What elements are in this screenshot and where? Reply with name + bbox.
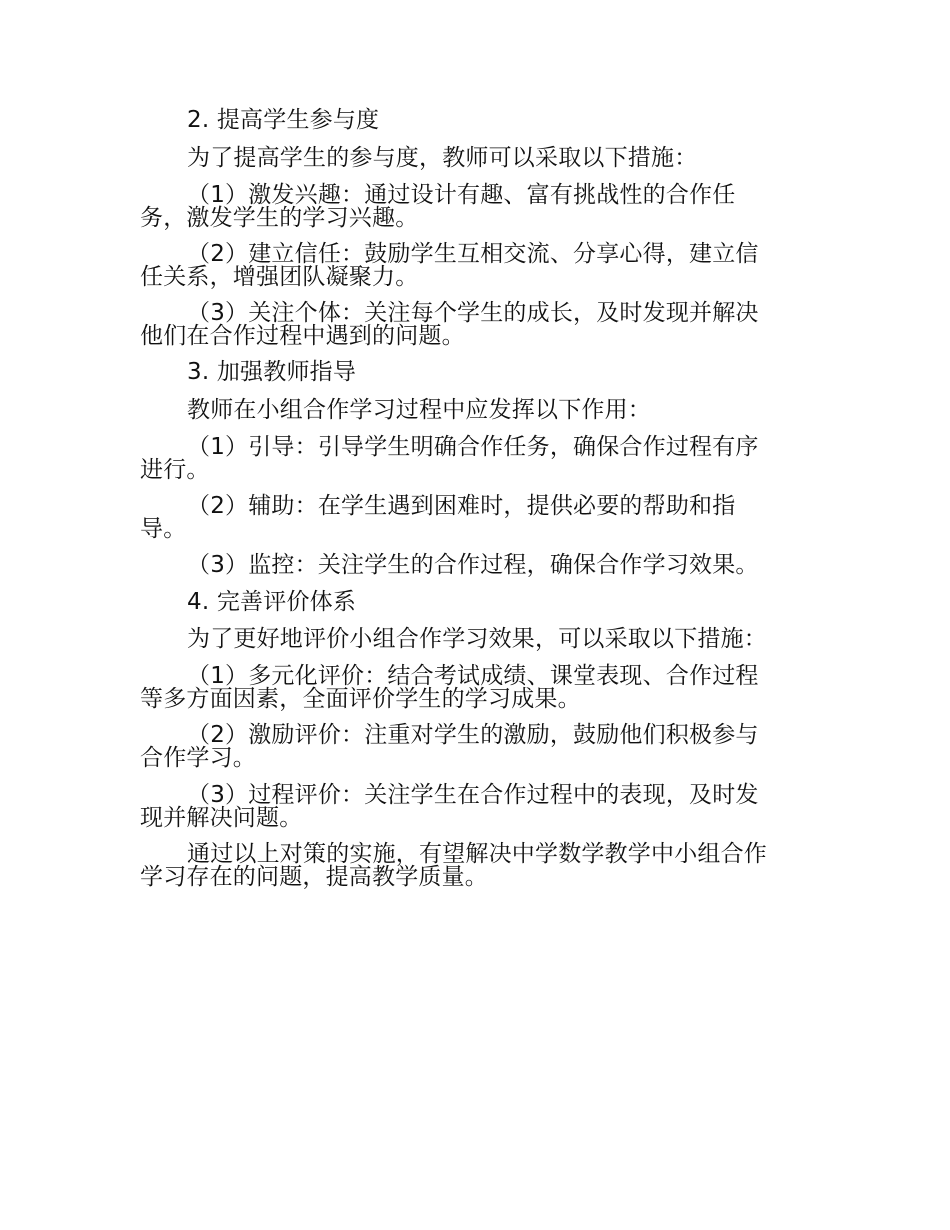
section-heading: 4. 完善评价体系 bbox=[187, 589, 357, 615]
list-item-line2: 进行。 bbox=[140, 457, 210, 483]
list-item-line1: （2）激励评价：注重对学生的激励，鼓励他们积极参与 bbox=[187, 722, 759, 748]
list-item-line1: （3）过程评价：关注学生在合作过程中的表现，及时发 bbox=[187, 782, 759, 808]
list-item-line1: （3）监控：关注学生的合作过程，确保合作学习效果。 bbox=[187, 552, 759, 578]
list-item-line1: （1）激发兴趣：通过设计有趣、富有挑战性的合作任 bbox=[187, 182, 736, 208]
list-item-line1: （2）辅助：在学生遇到困难时，提供必要的帮助和指 bbox=[187, 493, 736, 519]
conclusion-line2: 学习存在的问题，提高教学质量。 bbox=[140, 864, 488, 890]
section-lead: 为了更好地评价小组合作学习效果，可以采取以下措施： bbox=[187, 626, 767, 652]
list-item-line2: 任关系，增强团队凝聚力。 bbox=[140, 264, 419, 290]
section-lead: 为了提高学生的参与度，教师可以采取以下措施： bbox=[187, 145, 698, 171]
section-heading: 3. 加强教师指导 bbox=[187, 359, 357, 385]
list-item-line2: 务，激发学生的学习兴趣。 bbox=[140, 205, 419, 231]
section-lead: 教师在小组合作学习过程中应发挥以下作用： bbox=[187, 397, 651, 423]
conclusion-line1: 通过以上对策的实施，有望解决中学数学教学中小组合作 bbox=[187, 841, 767, 867]
list-item-line1: （2）建立信任：鼓励学生互相交流、分享心得，建立信 bbox=[187, 241, 759, 267]
list-item-line1: （1）多元化评价：结合考试成绩、课堂表现、合作过程 bbox=[187, 663, 759, 689]
list-item-line2: 等多方面因素，全面评价学生的学习成果。 bbox=[140, 686, 581, 712]
list-item-line2: 现并解决问题。 bbox=[140, 805, 303, 831]
list-item-line1: （3）关注个体：关注每个学生的成长，及时发现并解决 bbox=[187, 300, 759, 326]
list-item-line2: 他们在合作过程中遇到的问题。 bbox=[140, 323, 465, 349]
list-item-line2: 合作学习。 bbox=[140, 745, 256, 771]
section-heading: 2. 提高学生参与度 bbox=[187, 107, 380, 133]
list-item-line1: （1）引导：引导学生明确合作任务，确保合作过程有序 bbox=[187, 434, 759, 460]
list-item-line2: 导。 bbox=[140, 516, 187, 542]
